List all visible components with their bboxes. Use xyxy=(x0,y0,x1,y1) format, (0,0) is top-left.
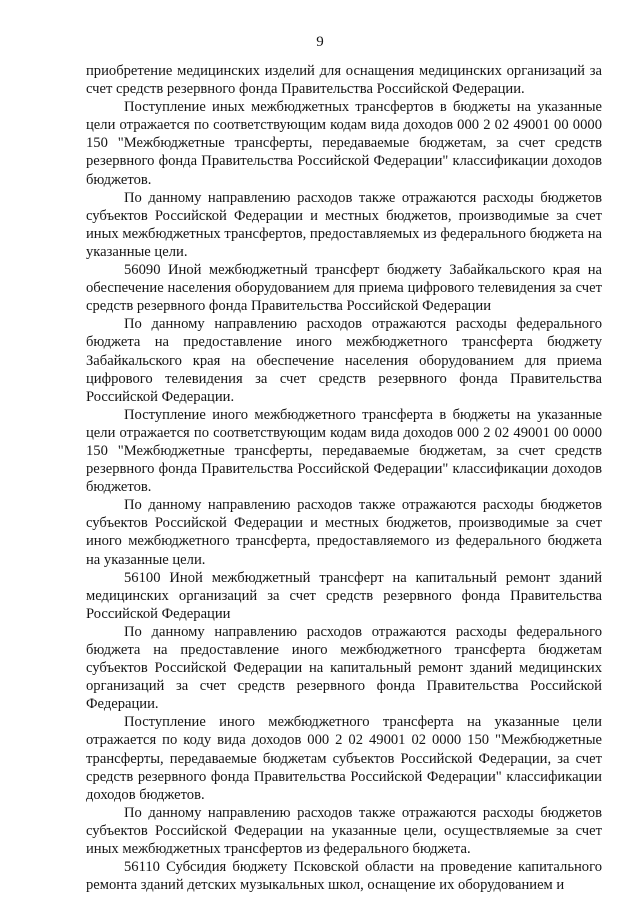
paragraph: По данному направлению расходов отражаются расходы федерального бюджета на предоставление иного межбюджетного трансферта бюджету Забайкальского края на обеспечение населения оборудованием для приема цифрового телевидения за счет средств резервного фонда Правительства Российской Федерации. xyxy=(86,316,602,405)
paragraph: Поступление иных межбюджетных трансфертов в бюджеты на указанные цели отражается по соответствующим кодам вида доходов 000 2 02 49001 00 0000 150 "Межбюджетные трансферты, передаваемые бюджетам, за счет средств резервного фонда Правительства Российской Федерации" классификации доходов бюджетов. xyxy=(86,99,602,188)
document-body xyxy=(86,62,602,894)
paragraph: приобретение медицинских изделий для оснащения медицинских организаций за счет средств резервного фонда Правительства Российской Федерации. xyxy=(86,63,602,98)
paragraph: По данному направлению расходов также отражаются расходы бюджетов субъектов Российской Федерации и местных бюджетов, производимые за счет иных межбюджетных трансфертов, предоставляемых из федерального бюджета на указанные цели. xyxy=(86,189,602,260)
paragraph: По данному направлению расходов также отражаются расходы бюджетов субъектов Российской Федерации и местных бюджетов, производимые за счет иного межбюджетного трансферта, предоставляемого из федерального бюджета на указанные цели. xyxy=(86,497,602,568)
paragraph: По данному направлению расходов отражаются расходы федерального бюджета на предоставление иного межбюджетного трансферта бюджетам субъектов Российской Федерации на капитальный ремонт зданий медицинских организаций за счет средств резервного фонда Правительства Российской Федерации. xyxy=(86,623,602,713)
paragraph: Поступление иного межбюджетного трансферта в бюджеты на указанные цели отражается по соответствующим кодам вида доходов 000 2 02 49001 00 0000 150 "Межбюджетные трансферты, передаваемые бюджетам, за счет средств резервного фонда Правительства Российской Федерации" классификации доходов бюджетов. xyxy=(86,406,602,496)
paragraph: 56110 Субсидия бюджету Псковской области на проведение капитального ремонта зданий детских музыкальных школ, оснащение их оборудованием и xyxy=(86,859,602,894)
paragraph: 56090 Иной межбюджетный трансферт бюджету Забайкальского края на обеспечение населения оборудованием для приема цифрового телевидения за счет средств резервного фонда Правительства Российской Федерации xyxy=(86,262,602,315)
paragraph: 56100 Иной межбюджетный трансферт на капитальный ремонт зданий медицинских организаций за счет средств резервного фонда Правительства Российской Федерации xyxy=(86,569,602,622)
page-number: 9 xyxy=(316,34,324,50)
paragraph: По данному направлению расходов также отражаются расходы бюджетов субъектов Российской Федерации на указанные цели, осуществляемые за счет иных межбюджетных трансфертов из федерального бюджета. xyxy=(86,804,602,858)
paragraph: Поступление иного межбюджетного трансферта на указанные цели отражается по коду вида доходов 000 2 02 49001 02 0000 150 "Межбюджетные трансферты, передаваемые бюджетам субъектов Российской Федерации, за счет средств резервного фонда Правительства Российской Федерации" классификации доходов бюджетов. xyxy=(86,714,602,803)
